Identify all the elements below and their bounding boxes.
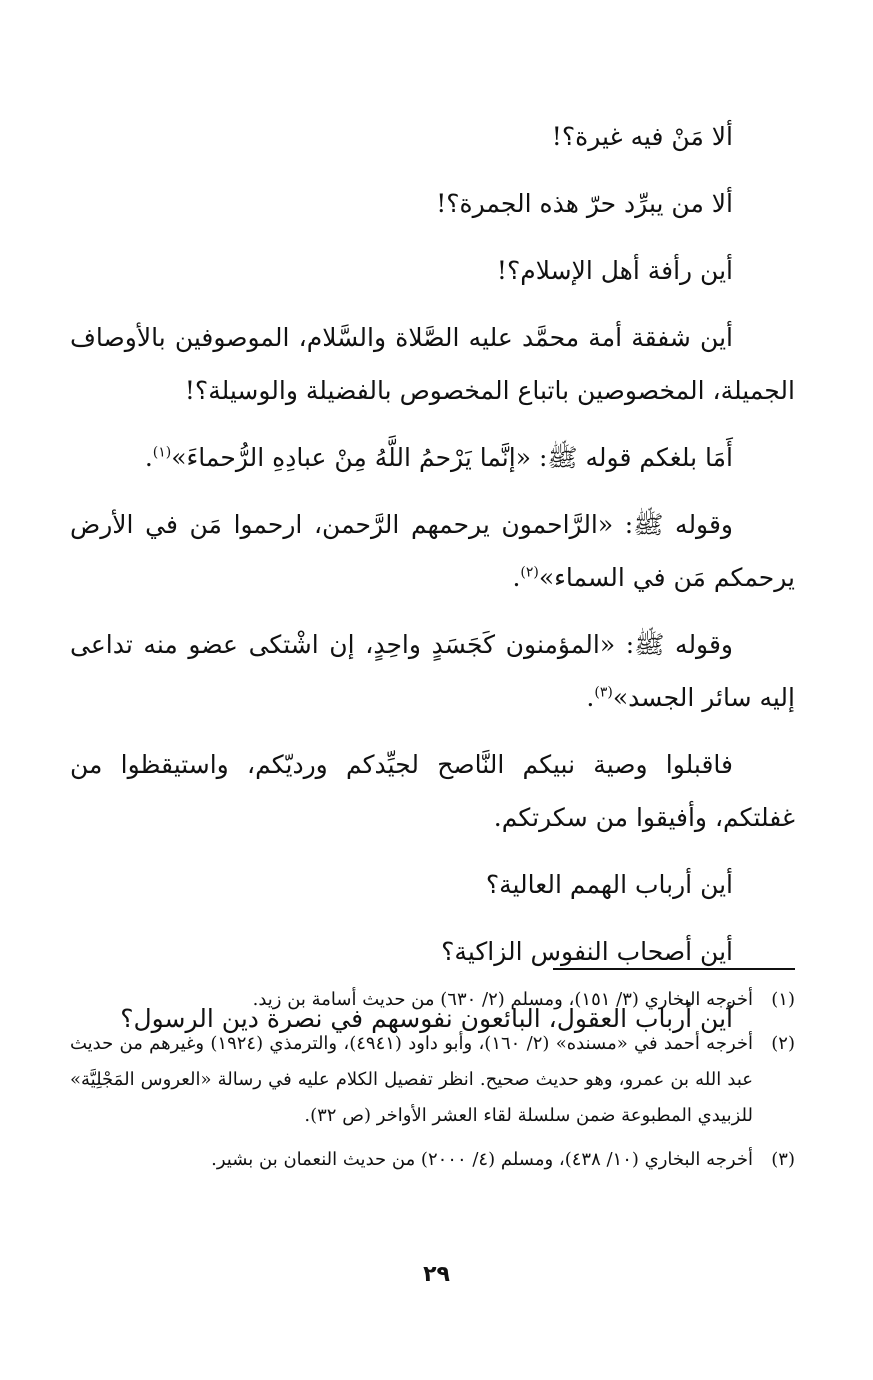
paragraph: أين شفقة أمة محمَّد عليه الصَّلاة والسَّلام، الموصوفين بالأوصاف الجميلة، المخصوصين باتباع المخصوص بالفضيلة والوسيلة؟! (70, 323, 795, 405)
footnote-ref: (٢) (520, 564, 539, 581)
footnote-number: (٣) (771, 1149, 795, 1170)
hadith-paragraph (70, 498, 795, 604)
footnote-ref: (١) (152, 444, 172, 461)
main-text (70, 110, 795, 1045)
text-line: ألا من يبرِّد حرّ هذه الجمرة؟! (436, 189, 733, 218)
footnote-ref: (٣) (594, 684, 613, 701)
question-line: أين أرباب الهمم العالية؟ (485, 870, 733, 899)
footnote (70, 982, 795, 1018)
hadith-paragraph (70, 431, 795, 484)
text-line: أين رأفة أهل الإسلام؟! (496, 256, 733, 285)
text-line: ألا مَنْ فيه غيرة؟! (551, 122, 733, 151)
punctuation: . (512, 563, 521, 592)
hadith-paragraph (70, 618, 795, 724)
footnotes (70, 982, 795, 1186)
paragraph: فاقبلوا وصية نبيكم النَّاصح لجيِّدكم ورديّكم، واستيقظوا من غفلتكم، وأفيقوا من سكرتكم. (70, 750, 795, 832)
footnote-separator (553, 968, 795, 970)
question-line: أين أصحاب النفوس الزاكية؟ (441, 937, 733, 966)
hadith-text: أَمَا بلغكم قوله ﷺ: «إنَّما يَرْحمُ اللَّهُ مِنْ عبادِهِ الرُّحماءَ» (171, 443, 733, 472)
punctuation: . (144, 443, 153, 472)
footnote-text: أخرجه البخاري (١٠/ ٤٣٨)، ومسلم (٤/ ٢٠٠٠) من حديث النعمان بن بشير. (211, 1149, 753, 1170)
footnote-text: أخرجه البخاري (٣/ ١٥١)، ومسلم (٢/ ٦٣٠) من حديث أسامة بن زيد. (252, 989, 753, 1010)
footnote-text: أخرجه أحمد في «مسنده» (٢/ ١٦٠)، وأبو داود (٤٩٤١)، والترمذي (١٩٢٤) وغيرهم من حديث عبد الله بن عمرو، وهو حديث صحيح. انظر تفصيل الكلام عليه في رسالة «العروس المَجْلِيَّة» للزبيدي المطبوعة ضمن سلسلة لقاء العشر الأواخر (ص ٣٢). (70, 1033, 754, 1126)
footnote-number: (٢) (771, 1033, 795, 1054)
footnote-number: (١) (771, 989, 795, 1010)
footnote (70, 1026, 795, 1134)
footnote (70, 1142, 795, 1178)
page-number: ٢٩ (423, 1262, 450, 1287)
hadith-text: وقوله ﷺ: «المؤمنون كَجَسَدٍ واحِدٍ، إن اشْتكى عضو منه تداعى إليه سائر الجسد» (70, 630, 795, 712)
punctuation: . (586, 683, 595, 712)
hadith-text: وقوله ﷺ: «الرَّاحمون يرحمهم الرَّحمن، ارحموا مَن في الأرض يرحمكم مَن في السماء» (70, 510, 795, 592)
question-line: أين أرباب العقول، البائعون نفوسهم في نصرة دين الرسول؟ (120, 1004, 733, 1033)
